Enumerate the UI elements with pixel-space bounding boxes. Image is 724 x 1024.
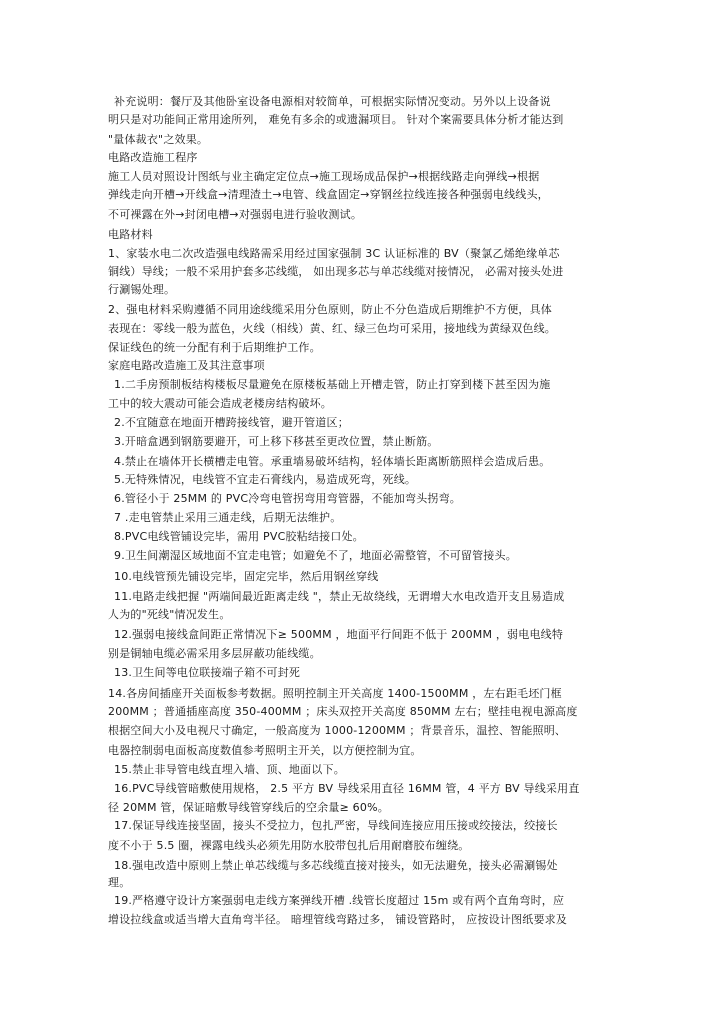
text-line: 9.卫生间潮湿区域地面不宜走电管；如避免不了，地面必需整管，不可留管接头。 bbox=[114, 549, 517, 562]
text-line: 增设拉线盒或适当增大直角弯半径。 暗埋管线弯路过多， 铺设管路时， 应按设计图纸要求及 bbox=[108, 913, 568, 926]
text-line: 11.电路走线把握 "两端间最近距离走线 "，禁止无故绕线，无谓增大水电改造开支且易造成 bbox=[114, 590, 565, 603]
text-line: 表现在：零线一般为蓝色，火线（相线）黄、红、绿三色均可采用，接地线为黄绿双色线。 bbox=[108, 322, 556, 335]
text-line: 1.二手房预制板结构楼板尽量避免在原楼板基础上开槽走管，防止打穿到楼下甚至因为施 bbox=[114, 378, 551, 391]
text-line: 补充说明：餐厅及其他卧室设备电源相对较简单，可根据实际情况变动。另外以上设备说 bbox=[114, 95, 551, 108]
text-line: 家庭电路改造施工及其注意事项 bbox=[108, 359, 265, 372]
text-line: 弹线走向开槽→开线盒→清理渣土→电管、线盒固定→穿钢丝拉线连接各种强弱电线线头， bbox=[108, 188, 549, 201]
text-line: 18.强电改造中原则上禁止单芯线缆与多芯线缆直接对接头，如无法避免，接头必需涮锡处 bbox=[114, 859, 558, 872]
text-line: 工中的较大震动可能会造成老楼房结构破坏。 bbox=[108, 397, 332, 410]
text-line: 1、家装水电二次改造强电线路需采用经过国家强制 3C 认证标准的 BV（聚氯乙烯绝缘单芯 bbox=[108, 247, 560, 260]
text-line: 3.开暗盒遇到钢筋要避开，可上移下移甚至更改位置，禁止断筋。 bbox=[114, 435, 439, 448]
text-line: 电路改造施工程序 bbox=[108, 151, 198, 164]
text-line: "量体裁衣"之效果。 bbox=[108, 133, 209, 146]
text-line: 16.PVC导线管暗敷使用规格， 2.5 平方 BV 导线采用直径 16MM 管，4 平方 BV 导线采用直 bbox=[114, 782, 580, 795]
text-line: 8.PVC电线管铺设完毕，需用 PVC胶粘结接口处。 bbox=[114, 530, 364, 543]
text-line: 5.无特殊情况，电线管不宜走石膏线内，易造成死弯，死线。 bbox=[114, 473, 417, 486]
text-line: 17.保证导线连接坚固，接头不受拉力，包扎严密，导线间连接应用压接或绞接法，绞接长 bbox=[114, 819, 558, 832]
text-line: 7 .走电管禁止采用三通走线，后期无法维护。 bbox=[114, 511, 342, 524]
text-line: 10.电线管预先铺设完毕，固定完毕，然后用钢丝穿线 bbox=[114, 570, 379, 583]
text-line: 2.不宜随意在地面开槽跨接线管，避开管道区； bbox=[114, 416, 349, 429]
text-line: 明只是对功能间正常用途所列， 难免有多余的或遗漏项目。 针对个案需要具体分析才能达到 bbox=[108, 113, 564, 126]
text-line: 15.禁止非导管电线直埋入墙、顶、地面以下。 bbox=[114, 763, 345, 776]
text-line: 施工人员对照设计图纸与业主确定定位点→施工现场成品保护→根据线路走向弹线→根据 bbox=[108, 170, 540, 183]
text-line: 行涮锡处理。 bbox=[108, 283, 176, 296]
text-line: 别是铜轴电缆必需采用多层屏蔽功能线缆。 bbox=[108, 647, 321, 660]
text-line: 13.卫生间等电位联接端子箱不可封死 bbox=[114, 666, 301, 679]
text-line: 4.禁止在墙体开长横槽走电管。承重墙易破坏结构，轻体墙长距离断筋照样会造成后患。 bbox=[114, 455, 551, 468]
text-line: 19.严格遵守设计方案强弱电走线方案弹线开槽 .线管长度超过 15m 或有两个直角弯时，应 bbox=[114, 894, 565, 907]
text-line: 保证线色的统一分配有利于后期维护工作。 bbox=[108, 341, 321, 354]
text-line: 12.强弱电接线盒间距正常情况下≥ 500MM ，地面平行间距不低于 200MM ，弱电电线特 bbox=[114, 628, 564, 641]
text-line: 人为的"死线"情况发生。 bbox=[108, 608, 231, 621]
text-line: 度不小于 5.5 圈，裸露电线头必须先用防水胶带包扎后用耐磨胶布缠绕。 bbox=[108, 839, 470, 852]
text-line: 2、强电材料采购遵循不同用途线缆采用分色原则，防止不分色造成后期维护不方便，具体 bbox=[108, 303, 552, 316]
text-line: 理。 bbox=[108, 876, 131, 889]
text-line: 径 20MM 管，保证暗敷导线管穿线后的空余量≥ 60%。 bbox=[108, 801, 389, 814]
text-line: 电路材料 bbox=[108, 228, 153, 241]
text-line: 14.各房间插座开关面板参考数据。照明控制主开关高度 1400-1500MM ，左右距毛坯门框 bbox=[108, 687, 562, 700]
text-line: 不可裸露在外→封闭电槽→对强弱电进行验收测试。 bbox=[108, 208, 363, 221]
text-line: 200MM ；普通插座高度 350-400MM ；床头双控开关高度 850MM 左右；壁挂电视电源高度 bbox=[108, 705, 578, 718]
text-line: 铜线）导线；一般不采用护套多芯线缆， 如出现多芯与单芯线缆对接情况， 必需对接头处进 bbox=[108, 265, 564, 278]
text-line: 根据空间大小及电视尺寸确定，一般高度为 1000-1200MM ；背景音乐，温控、智能照明、 bbox=[108, 724, 567, 737]
text-line: 6.管径小于 25MM 的 PVC冷弯电管拐弯用弯管器，不能加弯头拐弯。 bbox=[114, 492, 462, 505]
text-line: 电器控制弱电面板高度数值参考照明主开关，以方便控制为宜。 bbox=[108, 744, 422, 757]
